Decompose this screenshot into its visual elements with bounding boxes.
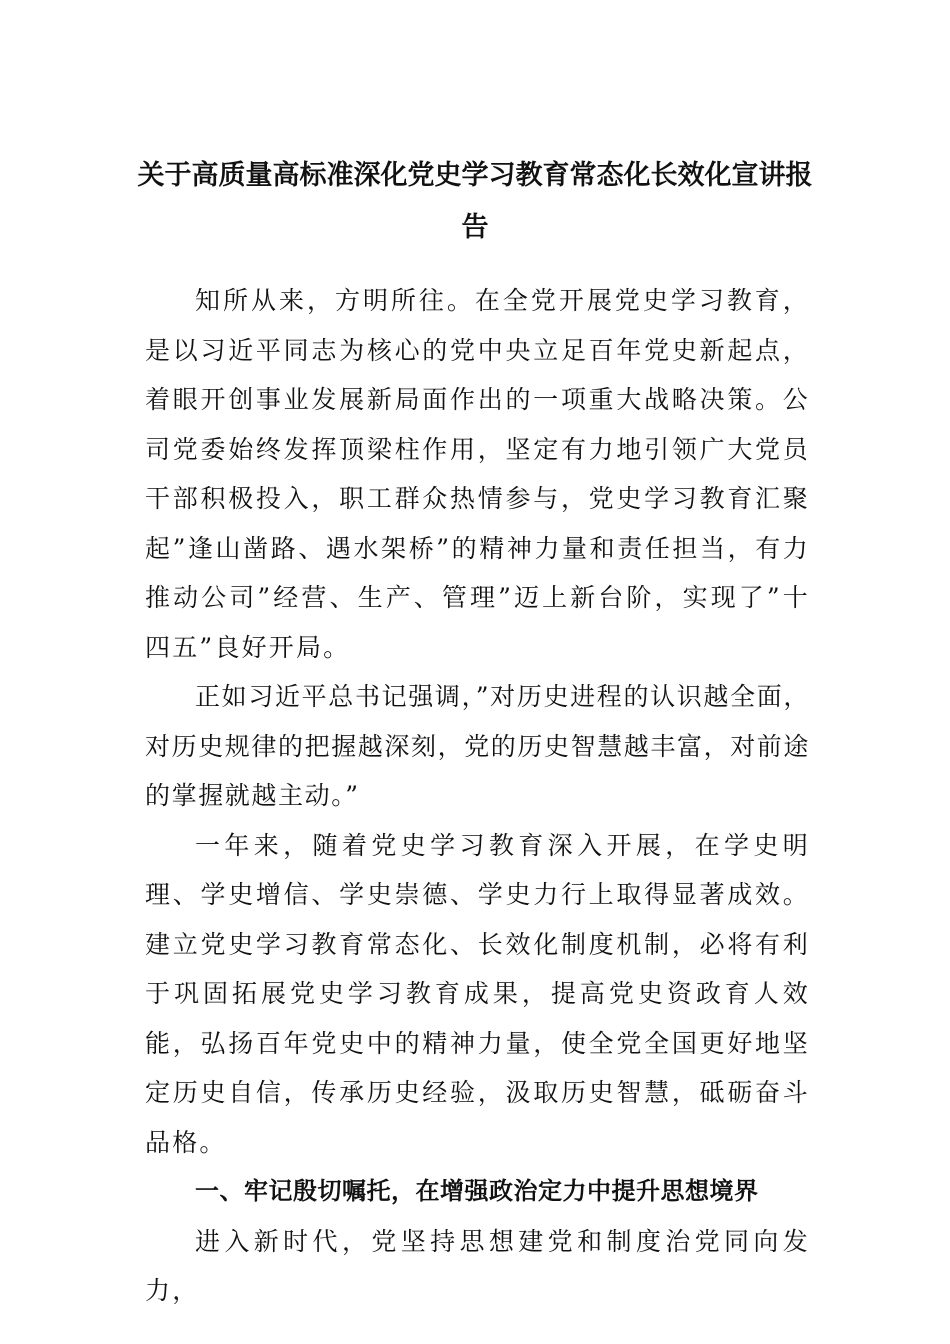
paragraph-achievements: 一年来，随着党史学习教育深入开展，在学史明理、学史增信、学史崇德、学史力行上取得显著成效。建立党史学习教育常态化、长效化制度机制，必将有利于巩固拓展党史学习教育成果，提高党史资政育人效能，弘扬百年党史中的精神力量，使全党全国更好地坚定历史自信，传承历史经验，汲取历史智慧，砥砺奋斗品格。 [145, 830, 810, 1157]
paragraph-quote: 正如习近平总书记强调，”对历史进程的认识越全面，对历史规律的把握越深刻，党的历史智慧越丰富，对前途的掌握就越主动。” [145, 682, 811, 810]
paragraph-intro: 知所从来，方明所往。在全党开展党史学习教育，是以习近平同志为核心的党中央立足百年党史新起点，着眼开创事业发展新局面作出的一项重大战略决策。公司党委始终发挥顶梁柱作用，坚定有力地引领广大党员干部积极投入，职工群众热情参与，党史学习教育汇聚起”逢山凿路、遇水架桥”的精神力量和责任担当，有力推动公司”经营、生产、管理”迈上新台阶，实现了”十四五”良好开局。 [145, 286, 810, 662]
document-title: 关于高质量高标准深化党史学习教育常态化长效化宣讲报告 [137, 160, 813, 243]
paragraph-section-one: 进入新时代，党坚持思想建党和制度治党同向发力， [145, 1226, 810, 1305]
document-body [145, 276, 810, 1316]
section-heading: 一、牢记殷切嘱托，在增强政治定力中提升思想境界 [195, 1177, 759, 1205]
